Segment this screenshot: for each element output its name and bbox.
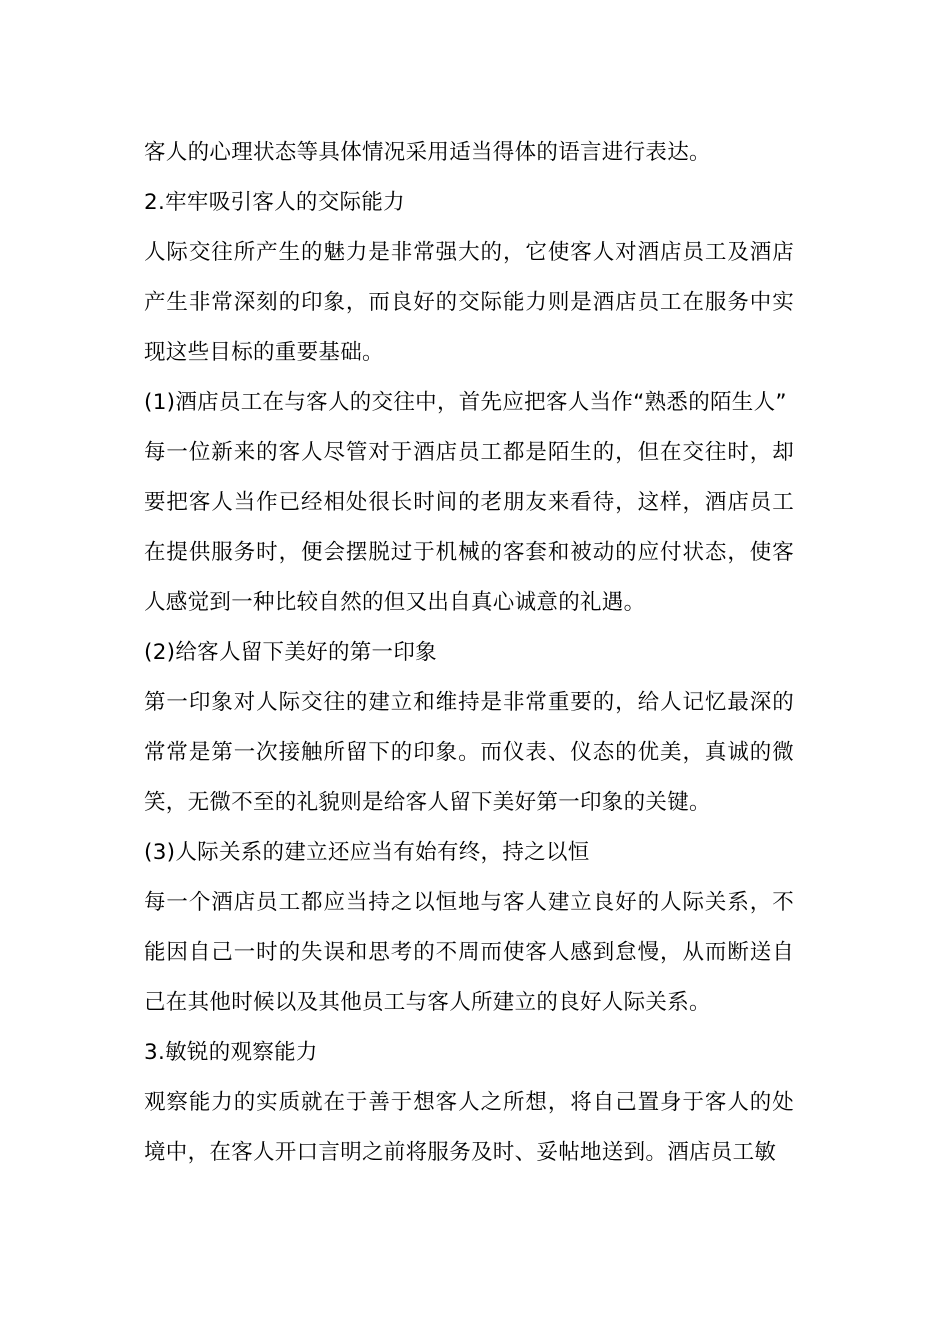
sub-heading-3: (3)人际关系的建立还应当有始有终，持之以恒 [144,840,590,865]
body-paragraph-2: 人际交往所产生的魅力是非常强大的，它使客人对酒店员工及酒店产生非常深刻的印象，而良好的交际能力则是酒店员工在服务中实现这些目标的重要基础。 [144,240,794,365]
section-heading-3: 3.敏锐的观察能力 [144,1040,318,1065]
body-paragraph-3: 每一位新来的客人尽管对于酒店员工都是陌生的，但在交往时，却要把客人当作已经相处很长时间的老朋友来看待，这样，酒店员工在提供服务时，便会摆脱过于机械的客套和被动的应付状态，使客人感觉到一种比较自然的但又出自真心诚意的礼遇。 [144,440,794,615]
sub-heading-2: (2)给客人留下美好的第一印象 [144,640,437,665]
section-heading-2: 2.牢牢吸引客人的交际能力 [144,190,405,215]
sub-heading-1: (1)酒店员工在与客人的交往中，首先应把客人当作“熟悉的陌生人” [144,390,787,415]
document-page [144,128,794,1178]
body-paragraph-1: 客人的心理状态等具体情况采用适当得体的语言进行表达。 [144,140,711,165]
body-paragraph-6: 观察能力的实质就在于善于想客人之所想，将自己置身于客人的处境中，在客人开口言明之前将服务及时、妥帖地送到。酒店员工敏 [144,1090,794,1165]
body-paragraph-4: 第一印象对人际交往的建立和维持是非常重要的，给人记忆最深的常常是第一次接触所留下的印象。而仪表、仪态的优美，真诚的微笑，无微不至的礼貌则是给客人留下美好第一印象的关键。 [144,690,794,815]
body-paragraph-5: 每一个酒店员工都应当持之以恒地与客人建立良好的人际关系，不能因自己一时的失误和思考的不周而使客人感到怠慢，从而断送自己在其他时候以及其他员工与客人所建立的良好人际关系。 [144,890,794,1015]
